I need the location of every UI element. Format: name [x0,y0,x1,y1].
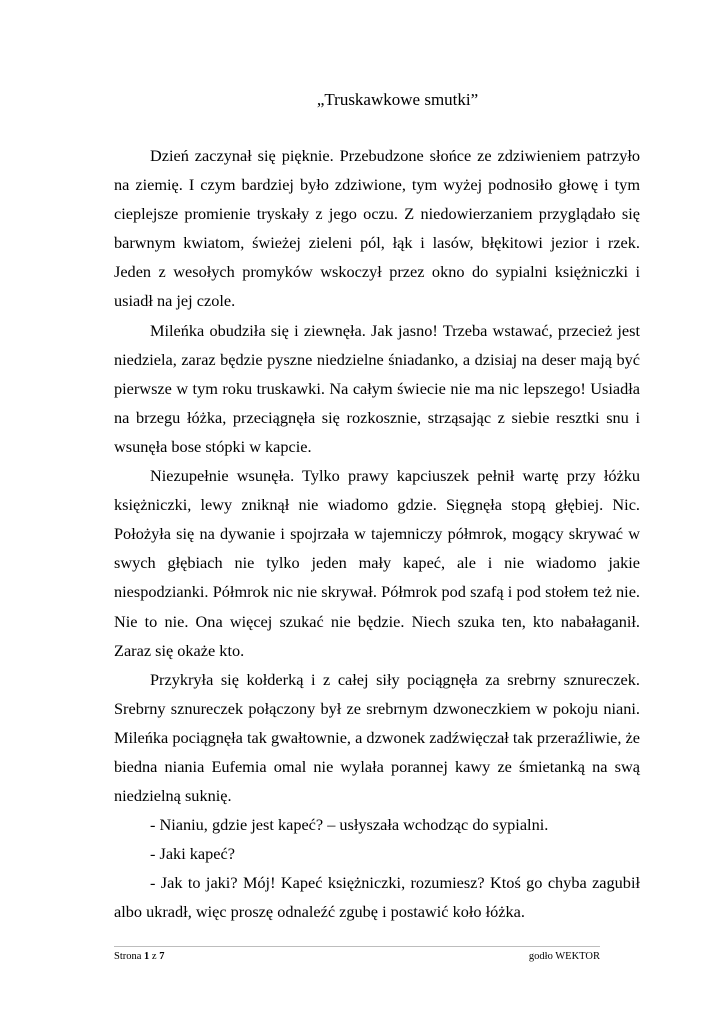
paragraph: Mileńka obudziła się i ziewnęła. Jak jasno! Trzeba wstawać, przecież jest niedziela, zaraz będzie pyszne niedzielne śniadanko, a dzisiaj na deser mają być pierwsze w tym roku truskawki. Na całym świecie nie ma nic lepszego! Usiadła na brzegu łóżka, przeciągnęła się rozkosznie, strząsając z siebie resztki snu i wsunęła bose stópki w kapcie. [114,320,640,456]
page-footer [114,950,600,964]
paragraph: Niezupełnie wsunęła. Tylko prawy kapciuszek pełnił wartę przy łóżku księżniczki, lewy zniknął nie wiadomo gdzie. Sięgnęła stopą głębiej. Nic. Położyła się na dywanie i spojrzała w tajemniczy półmrok, mogący skrywać w swych głębiach nie tylko jeden mały kapeć, ale i nie wiadomo jakie niespodzianki. Półmrok nic nie skrywał. Półmrok pod szafą i pod stołem też nie. Nie to nie. Ona więcej szukać nie będzie. Niech szuka ten, kto nabałaganił. Zaraz się okaże kto. [114,466,640,660]
paragraph: - Jak to jaki? Mój! Kapeć księżniczki, rozumiesz? Ktoś go chyba zagubił albo ukradł, więc proszę odnaleźć zgubę i postawić koło łóżka. [114,873,640,922]
paragraph: - Jaki kapeć? [150,844,235,864]
page-total: 7 [159,951,165,962]
page-separator: z [149,951,160,962]
document-body [114,141,640,927]
paragraph: Dzień zaczynał się pięknie. Przebudzone słońce ze zdziwieniem patrzyło na ziemię. I czym bardziej było zdziwione, tym wyżej podnosiło głowę i tym cieplejsze promienie tryskały z jego oczu. Z niedowierzaniem przyglądało się barwnym kwiatom, świeżej zieleni pól, łąk i lasów, błękitowi jezior i rzek. Jeden z wesołych promyków wskoczył przez okno do sypialni księżniczki i usiadł na jej czole. [114,146,640,311]
page-number [114,950,164,964]
footer-divider [114,946,600,947]
paragraph: - Nianiu, gdzie jest kapeć? – usłyszała wchodząc do sypialni. [150,815,549,835]
document-title: „Truskawkowe smutki” [316,90,479,109]
page-prefix: Strona [114,951,145,962]
page-current: 1 [144,951,150,962]
footer-motto: godło WEKTOR [528,951,600,962]
paragraph: Przykryła się kołderką i z całej siły pociągnęła za srebrny sznureczek. Srebrny sznureczek połączony był ze srebrnym dzwoneczkiem w pokoju niani. Mileńka pociągnęła tak gwałtownie, a dzwonek zadźwięczał tak przeraźliwie, że biedna niania Eufemia omal nie wylała porannej kawy ze śmietanką na swą niedzielną suknię. [114,669,640,806]
